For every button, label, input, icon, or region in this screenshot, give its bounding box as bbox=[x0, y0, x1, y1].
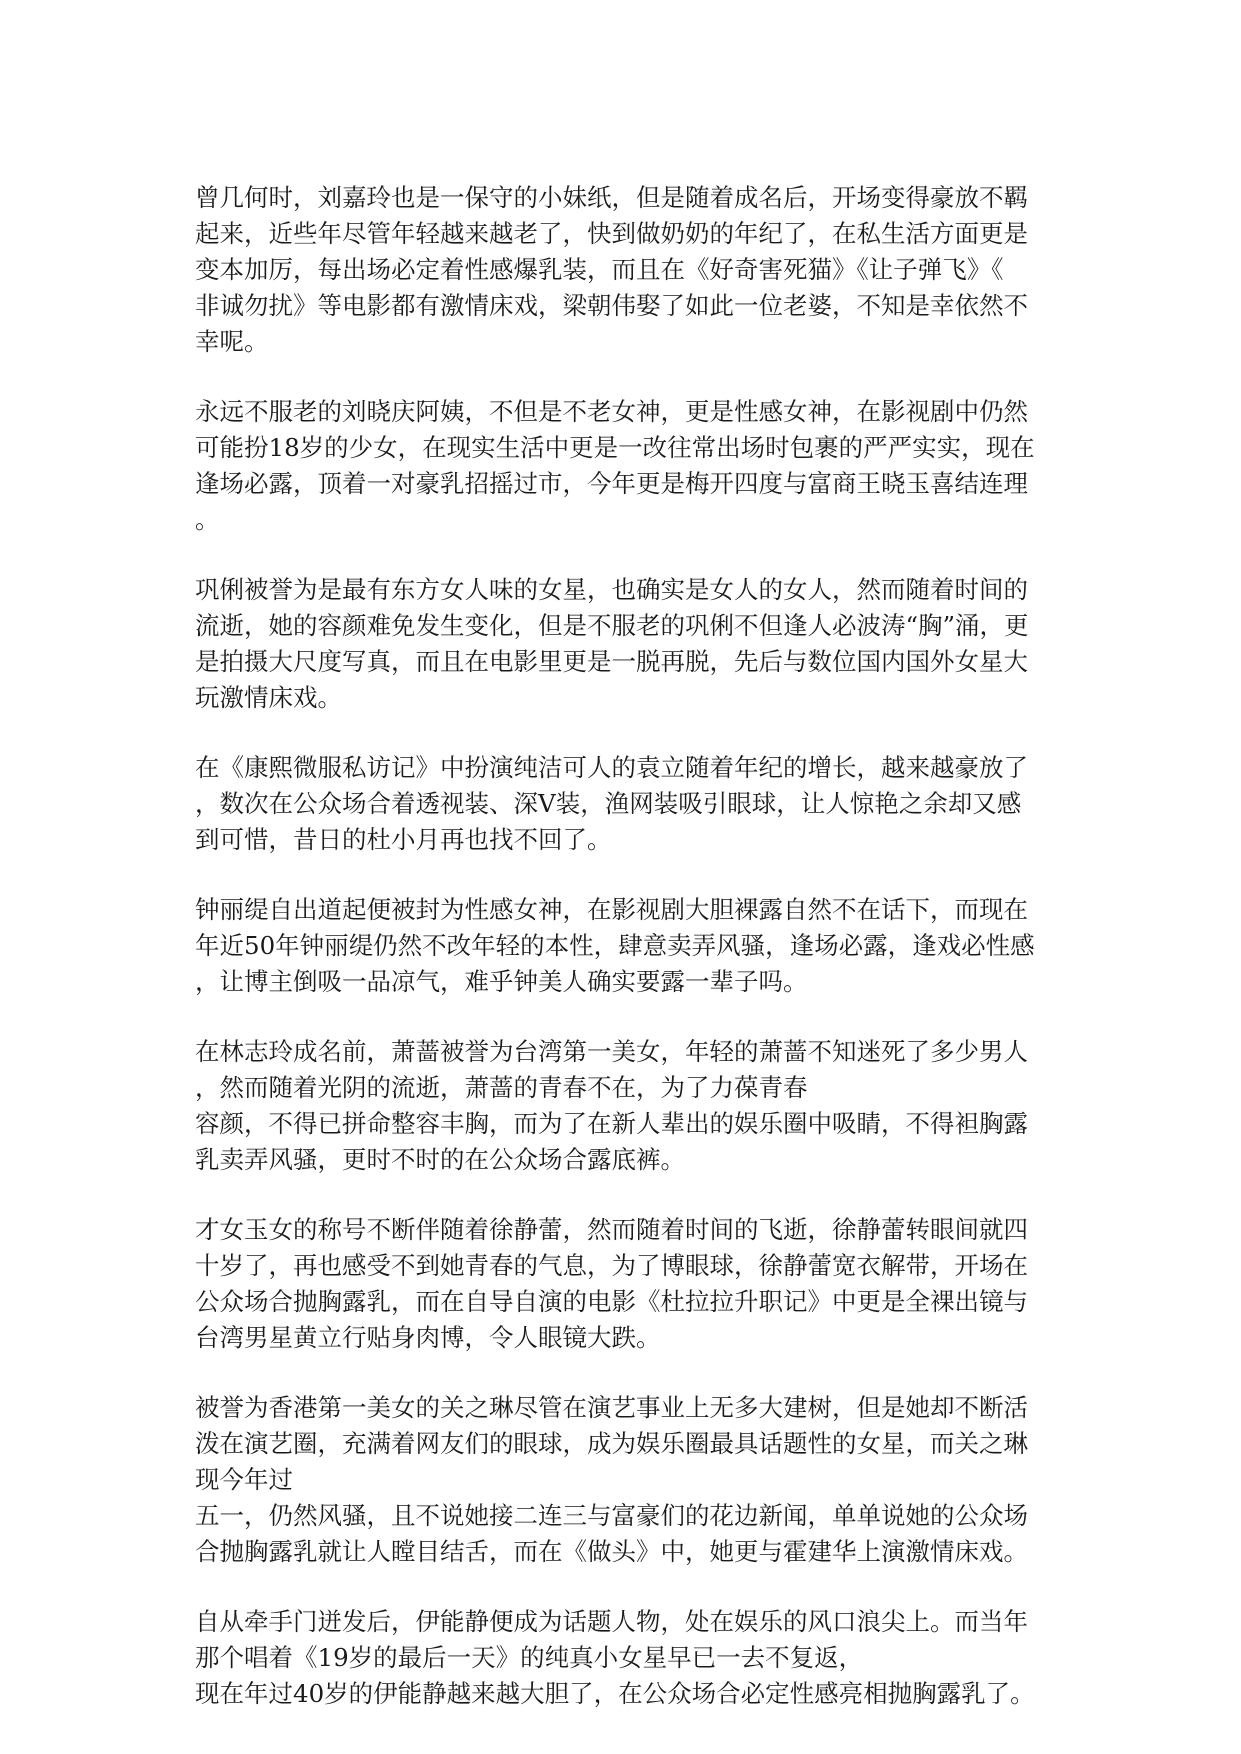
paragraph-xiao-qiang bbox=[195, 1034, 1055, 1178]
text-line: 玩激情床戏。 bbox=[195, 683, 342, 712]
text-line: 。 bbox=[195, 505, 220, 534]
text-line: 是拍摄大尺度写真，而且在电影里更是一脱再脱，先后与数位国内国外女星大 bbox=[195, 647, 1028, 676]
text-line: 公众场合抛胸露乳，而在自导自演的电影《杜拉拉升职记》中更是全裸出镜与 bbox=[195, 1287, 1028, 1316]
text-line: 永远不服老的刘晓庆阿姨，不但是不老女神，更是性感女神，在影视剧中仍然 bbox=[195, 397, 1028, 426]
text-line: 那个唱着《19岁的最后一天》的纯真小女星早已一去不复返， bbox=[195, 1643, 864, 1672]
paragraph-zhong-liti bbox=[195, 892, 1055, 1000]
text-line: 年近50年钟丽缇仍然不改年轻的本性，肆意卖弄风骚，逢场必露，逢戏必性感 bbox=[195, 931, 1035, 960]
text-line: 十岁了，再也感受不到她青春的气息，为了博眼球，徐静蕾宽衣解带，开场在 bbox=[195, 1251, 1028, 1280]
text-line: 容颜，不得已拼命整容丰胸，而为了在新人辈出的娱乐圈中吸睛，不得袒胸露 bbox=[195, 1109, 1028, 1138]
paragraph-guan-zhilin bbox=[195, 1390, 1055, 1570]
text-line: 可能扮18岁的少女，在现实生活中更是一改往常出场时包裹的严严实实，现在 bbox=[195, 433, 1035, 462]
text-line: 起来，近些年尽管年轻越来越老了，快到做奶奶的年纪了，在私生活方面更是 bbox=[195, 219, 1028, 248]
text-line: ，然而随着光阴的流逝，萧蔷的青春不在，为了力葆青春 bbox=[195, 1073, 808, 1102]
text-line: 被誉为香港第一美女的关之琳尽管在演艺事业上无多大建树，但是她却不断活 bbox=[195, 1393, 1028, 1422]
article-body bbox=[195, 180, 1055, 1746]
paragraph-gong-li bbox=[195, 572, 1055, 716]
text-line: ，数次在公众场合着透视装、深V装，渔网装吸引眼球，让人惊艳之余却又感 bbox=[195, 789, 1022, 818]
text-line: 幸呢。 bbox=[195, 327, 269, 356]
text-line: 逢场必露，顶着一对豪乳招摇过市，今年更是梅开四度与富商王晓玉喜结连理 bbox=[195, 469, 1028, 498]
text-line: 乳卖弄风骚，更时不时的在公众场合露底裤。 bbox=[195, 1145, 685, 1174]
text-line: 非诚勿扰》等电影都有激情床戏，梁朝伟娶了如此一位老婆，不知是幸依然不 bbox=[195, 291, 1028, 320]
text-line: 现今年过 bbox=[195, 1465, 293, 1494]
text-line: 才女玉女的称号不断伴随着徐静蕾，然而随着时间的飞逝，徐静蕾转眼间就四 bbox=[195, 1215, 1028, 1244]
paragraph-yi-nengjing bbox=[195, 1604, 1055, 1712]
text-line: 五一，仍然风骚，且不说她接二连三与富豪们的花边新闻，单单说她的公众场 bbox=[195, 1501, 1028, 1530]
text-line: 合抛胸露乳就让人瞠目结舌，而在《做头》中，她更与霍建华上演激情床戏。 bbox=[195, 1537, 1028, 1566]
paragraph-liu-xiaoqing bbox=[195, 394, 1055, 538]
text-line: 到可惜，昔日的杜小月再也找不回了。 bbox=[195, 825, 612, 854]
text-line: 曾几何时，刘嘉玲也是一保守的小妹纸，但是随着成名后，开场变得豪放不羁 bbox=[195, 183, 1028, 212]
text-line: 在《康熙微服私访记》中扮演纯洁可人的袁立随着年纪的增长，越来越豪放了 bbox=[195, 753, 1028, 782]
text-line: 在林志玲成名前，萧蔷被誉为台湾第一美女，年轻的萧蔷不知迷死了多少男人 bbox=[195, 1037, 1028, 1066]
text-line: 泼在演艺圈，充满着网友们的眼球，成为娱乐圈最具话题性的女星，而关之琳 bbox=[195, 1429, 1028, 1458]
text-line: 变本加厉，每出场必定着性感爆乳装，而且在《好奇害死猫》《让子弹飞》《 bbox=[195, 255, 1004, 284]
paragraph-yuan-li bbox=[195, 750, 1055, 858]
text-line: 巩俐被誉为是最有东方女人味的女星，也确实是女人的女人，然而随着时间的 bbox=[195, 575, 1028, 604]
paragraph-xu-jinglei bbox=[195, 1212, 1055, 1356]
text-line: 钟丽缇自出道起便被封为性感女神，在影视剧大胆裸露自然不在话下，而现在 bbox=[195, 895, 1028, 924]
text-line: 流逝，她的容颜难免发生变化，但是不服老的巩俐不但逢人必波涛“胸”涌，更 bbox=[195, 611, 1029, 640]
text-line: 自从牵手门迸发后，伊能静便成为话题人物，处在娱乐的风口浪尖上。而当年 bbox=[195, 1607, 1028, 1636]
paragraph-liu-jialing bbox=[195, 180, 1055, 360]
text-line: 现在年过40岁的伊能静越来越大胆了，在公众场合必定性感亮相抛胸露乳了。 bbox=[195, 1679, 1035, 1708]
text-line: ，让博主倒吸一品凉气，难乎钟美人确实要露一辈子吗。 bbox=[195, 967, 808, 996]
text-line: 台湾男星黄立行贴身肉博，令人眼镜大跌。 bbox=[195, 1323, 661, 1352]
